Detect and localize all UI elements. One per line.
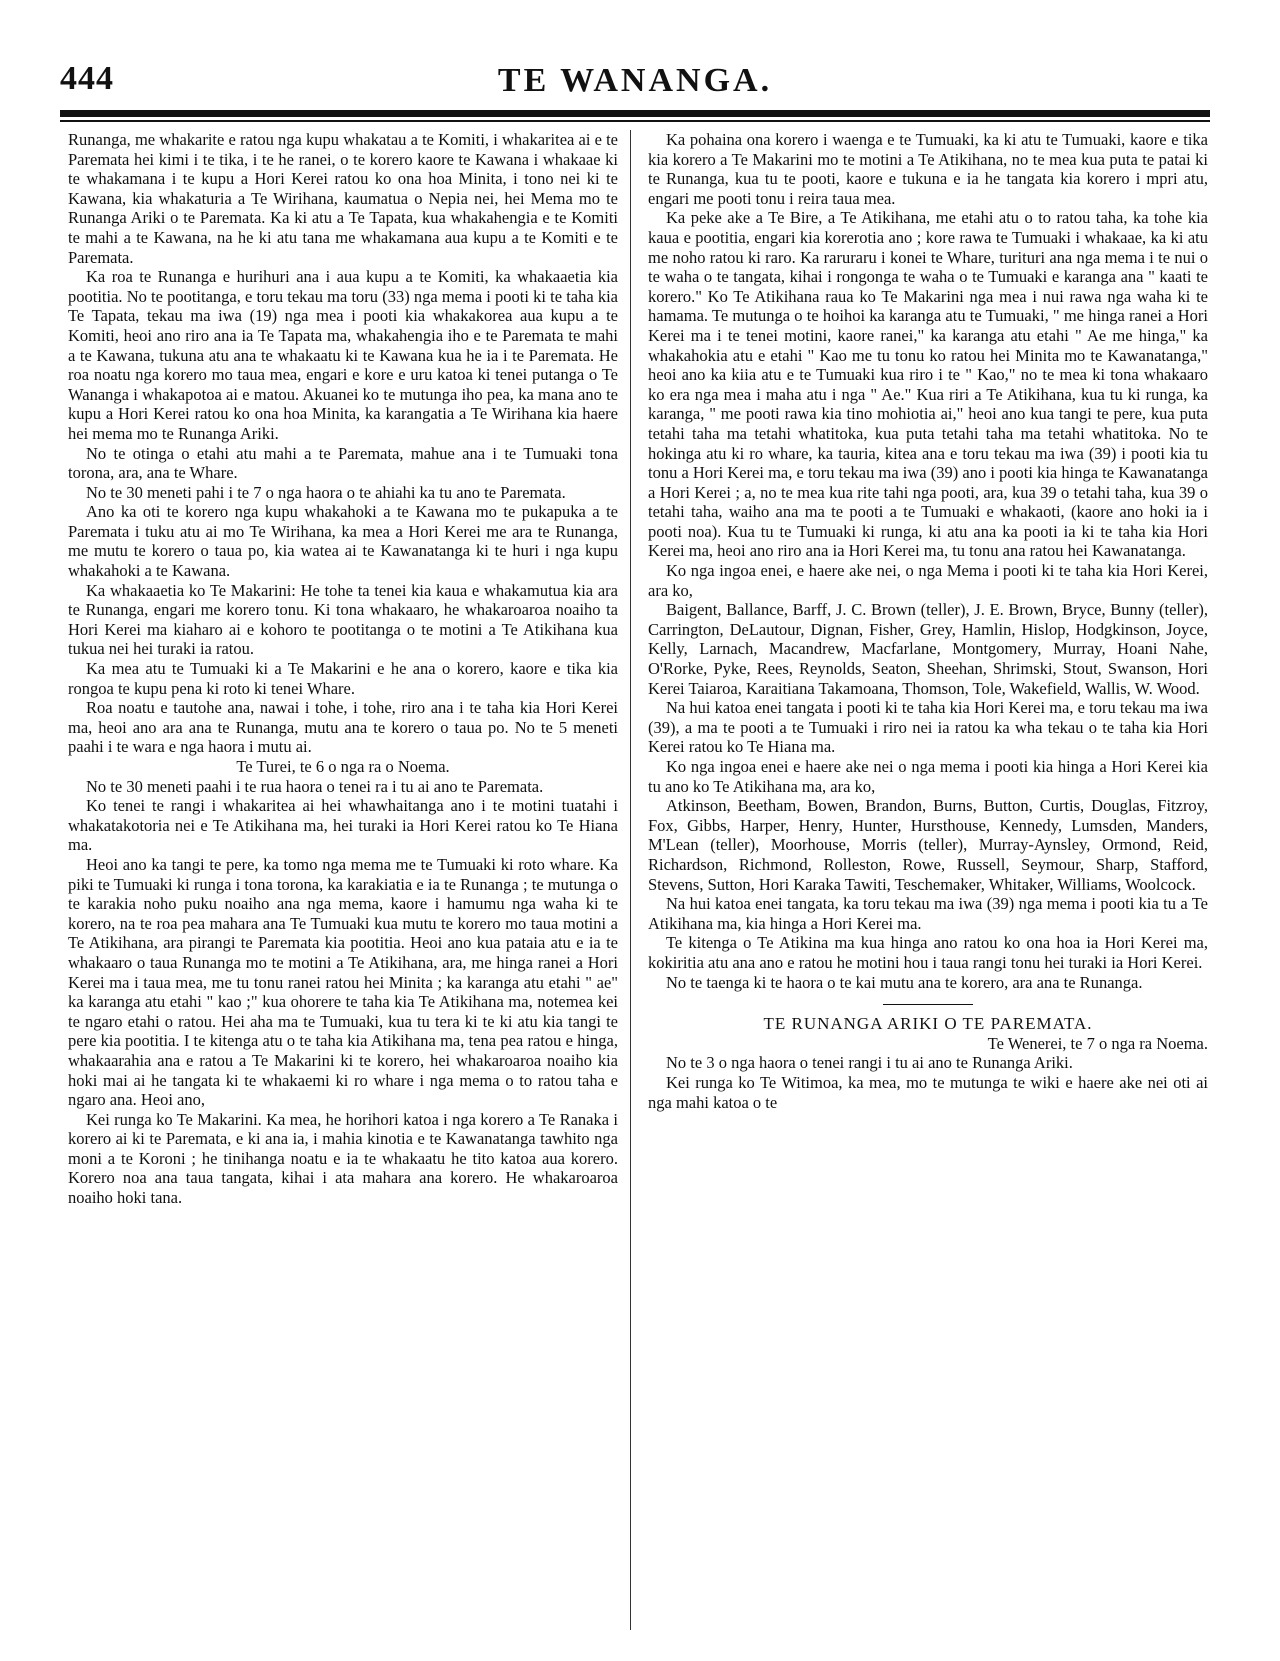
paragraph: No te 30 meneti pahi i te 7 o nga haora o te ahiahi ka tu ano te Paremata.	[86, 482, 566, 502]
section-dateline: Te Wenerei, te 7 o nga ra Noema.	[987, 1033, 1208, 1053]
names-list-noes: Atkinson, Beetham, Bowen, Brandon, Burns, Button, Curtis, Douglas, Fitzroy, Fox, Gibbs, Harper, Henry, Hunter, Hursthouse, Kennedy, Lumsden, Manders, M'Lean (teller), Moorhouse, Morris (teller), Murray-Aynsley, Ormond, Reid, Richardson, Richmond, Rolleston, Rowe, Russell, Seymour, Sharp, Stafford, Stevens, Sutton, Hori Karaka Tawiti, Teschemaker, Whitaker, Williams, Woolcock.	[648, 796, 1208, 894]
paragraph: Ka pohaina ona korero i waenga e te Tumuaki, ka ki atu te Tumuaki, kaore e tika kia korero a Te Makarini mo te motini a Te Atikihana, no te mea kua puta te patai ki te Runanga, kua tu te pooti, kaore e tukuna e ia he tangata kia korero i mpri atu, engari me pooti tonu i reira taua mea.	[648, 130, 1208, 208]
paragraph: Ka peke ake a Te Bire, a Te Atikihana, me etahi atu o to ratou taha, ka tohe kia kaua e pootitia, engari kia korerotia ano ; kore rawa te Tumuaki i whakaae, ka ki atu me noho ratou ki raro. Ka raruraru i konei te Whare, turituri ana nga mema i te nui o te waha o te tangata, kihai i rongonga te waha o te Tumuaki e karanga ana " kaati te korero." Ko Te Atikihana raua ko Te Makarini nga mea i nui rawa nga waha ki te hamama. Te mutunga o te hoihoi ka karanga atu te Tumuaki, " me hinga ranei a Hori Kerei ma i te tenei motini, kaore ranei," ka karanga atu etahi " Ae me hinga," ka whakahokia atu e etahi " Kao me tu tonu ko ratou hei Minita mo te Kawanatanga," heoi ano ka kiia atu e te Tumuaki kua riro i te " Kao," no te mea ki tona whakaaro ko era nga mea i maha atu i nga " Ae." Kua riri a Te Atikihana, kua tu ki runga, ka karanga, " me pooti rawa kia tino mohiotia ai," heoi ano kua tangi te pere, kua puta tetahi taha ma tetahi whatitoka, kua puta tetahi taha ma tetahi whatitoka. No te hokinga atu ki ro whare, ka tauria, kitea ana e toru tekau ma iwa (39) i pooti kia tu tonu a Hori Kerei ma, e toru tekau ma iwa (39) ano i pooti kia hinga te Kawanatanga a Hori Kerei ; a, no te mea kua rite tahi nga pooti, ara, kua 39 o tetahi taha, kua 39 o tetahi taha, waiho ana ma te pooti a te Tumuaki e whakaoti, (kaore ano hoki ia i pooti noa). Kua tu te Tumuaki ki runga, ki atu ana ka pooti ia ki te taha kia Hori Kerei ma, heoi ano riro ana ia Hori Kerei ma, tu tonu ana ratou hei Kawanatanga.	[648, 208, 1208, 561]
masthead-rule-thin	[60, 120, 1210, 122]
paragraph: Ka whakaaetia ko Te Makarini: He tohe ta tenei kia kaua e whakamutua kia ara te Runanga, engari me korero tonu. Ki tona whakaaro, he whakaroaroa noaiho ta Hori Kerei ma kiaharo ai e kohoro te pootitanga o te motini a Te Atikihana kua tukua nei hei turaki ia ratou.	[68, 580, 618, 659]
paragraph: Na hui katoa enei tangata, ka toru tekau ma iwa (39) nga mema i pooti kia tu a Te Atikihana ma, kia hinga a Hori Kerei ma.	[648, 894, 1208, 933]
page-number: 444	[60, 60, 114, 97]
paragraph: Kei runga ko Te Witimoa, ka mea, mo te mutunga te wiki e haere ake nei oti ai nga mahi katoa o te	[648, 1072, 1208, 1112]
paragraph: Runanga, me whakarite e ratou nga kupu whakatau a te Komiti, i whakaritea ai e te Paremata hei kimi i te tika, i te he ranei, o te korero kaore te Kawana i whakaae ki te whakamana i te kupu a Hori Kerei ratou ko ona hoa Minita, i tono nei ki te Kawana, kia whakaturia a Te Wirihana, kaumatua o Nepia nei, hei Mema mo te Runanga Ariki o te Paremata. Ka ki atu a Te Tapata, kua whakahengia e te Komiti te mahi a te Kawana, na he ki atu tana me whakamana aua kupu a te Komiti e te Paremata.	[68, 130, 618, 267]
masthead	[60, 58, 1210, 106]
paragraph: Kei runga ko Te Makarini. Ka mea, he horihori katoa i nga korero a Te Ranaka i korero ai ki te Paremata, e ki ana ia, i mahia kinotia e te Kawanatanga tawhito nga moni a te Koroni ; he tinihanga noatu e ia te whakaatu he tito katoa aua korero. Korero noa ana taua tangata, kihai i ata mahara ana korero. He whakaroaroa noaiho hoki tana.	[68, 1109, 618, 1208]
paragraph: Ko nga ingoa enei e haere ake nei o nga mema i pooti kia hinga a Hori Kerei kia tu ano ko Te Atikihana ma, ara ko,	[648, 757, 1208, 796]
newspaper-title: TE WANANGA.	[497, 62, 773, 99]
paragraph: Ko tenei te rangi i whakaritea ai hei whawhaitanga ano i te motini tuatahi i whakatakotoria nei e Te Atikihana ma, hei turaki ia Hori Kerei ratou ko Te Hiana ma.	[68, 796, 618, 855]
paragraph: No te 30 meneti paahi i te rua haora o tenei ra i tu ai ano te Paremata.	[86, 776, 544, 796]
paragraph: Ano ka oti te korero nga kupu whakahoki a te Kawana mo te pukapuka a te Paremata i tuku atu ai mo Te Wirihana, ka mea a Hori Kerei me ara te Runanga, me mutu te korero o taua po, kia watea ai te Kawanatanga ki te huri i nga kupu whakahoki a te Kawana.	[68, 502, 618, 581]
paragraph: Ko nga ingoa enei, e haere ake nei, o nga Mema i pooti ki te taha kia Hori Kerei, ara ko,	[648, 561, 1208, 600]
paragraph: No te taenga ki te haora o te kai mutu ana te korero, ara ana te Runanga.	[666, 972, 1143, 992]
dateline: Te Turei, te 6 o nga ra o Noema.	[236, 757, 450, 776]
right-column	[648, 130, 1208, 1630]
names-list-ayes: Baigent, Ballance, Barff, J. C. Brown (teller), J. E. Brown, Bryce, Bunny (teller), Carrington, DeLautour, Dignan, Fisher, Grey, Hamlin, Hislop, Hodgkinson, Joyce, Kelly, Larnach, Macandrew, Macfarlane, Montgomery, Murray, Hoani Nahe, O'Rorke, Pyke, Rees, Reynolds, Seaton, Sheehan, Shrimski, Stout, Swanson, Hori Kerei Taiaroa, Karaitiana Takamoana, Thomson, Tole, Wakefield, Wallis, W. Wood.	[648, 600, 1208, 698]
paragraph: No te 3 o nga haora o tenei rangi i tu ai ano te Runanga Ariki.	[666, 1053, 1073, 1073]
paragraph: Na hui katoa enei tangata i pooti ki te taha kia Hori Kerei ma, e toru tekau ma iwa (39), a ma te pooti a te Tumuaki i riro nei ia ratou ka wha tekau o te taha kia Hori Kerei ratou ko Te Hiana ma.	[648, 698, 1208, 757]
paragraph: Ka mea atu te Tumuaki ki a Te Makarini e he ana o korero, kaore e tika kia rongoa te kupu pena ki roto ki tenei Whare.	[68, 659, 618, 698]
paragraph: Heoi ano ka tangi te pere, ka tomo nga mema me te Tumuaki ki roto whare. Ka piki te Tumuaki ki runga i tona torona, ka karakiatia e ia te Runanga ; te mutunga o te karakia noho puku noaiho ana nga mema, kaore i hamumu nga waha ki te korero, na te roa pea mahara ana Te Tumuaki kua mutu te korero mo taua motini a Te Atikihana, ara pirangi te Paremata kia pootitia. Heoi ano kua pataia atu e ia te whakaaro o taua Runanga mo te motini a Te Atikihana, ara, me hinga ranei a Hori Kerei ma i taua mea, me tu tonu ranei ratou hei Minita ; ka karanga atu etahi " ae" ka karanga atu etahi " kao ;" kua ohorere te taha kia Te Atikihana ma, notemea kei te ngaro etahi o ratou. Hei aha ma te Tumuaki, kua tu tera ki te ki atu kia tangi te pere kia pootitia. I te kitenga atu o te taha kia Atikihana ma, tena pea ratou e hinga, whakaarahia ana e ratou a Te Makarini ki te korero, hei whakaroaroa noaiho kia hoki mai ai he tangata ki te whakaemi ki ro whare i nga mema o to ratou taha e ngaro ana. Heoi ano,	[68, 854, 618, 1110]
masthead-rule	[60, 110, 1210, 117]
paragraph: Te kitenga o Te Atikina ma kua hinga ano ratou ko ona hoa ia Hori Kerei ma, kokiritia atu ana ano e ratou he motini hou i taua rangi tonu hei turaki ia Hori Kerei.	[648, 933, 1208, 972]
left-column	[68, 130, 618, 1630]
paragraph: Ka roa te Runanga e hurihuri ana i aua kupu a te Komiti, ka whakaaetia kia pootitia. No te pootitanga, e toru tekau ma toru (33) nga mema i pooti ki te taha kia Te Tapata, tekau ma iwa (19) nga mea i pooti kia whakakorea aua kupu a te Komiti, heoi ano riro ana ia Te Tapata ma, whakahengia iho e te Paremata te mahi a te Kawana, tukuna atu ana te whakaatu ki te Kawana kua he ia i te Paremata. He roa noatu nga korero mo taua mea, engari e kore e uru katoa ki tenei putanga o Te Wananga i whakapotoa ai e matou. Akuanei ko te mutunga iho pea, ka mana ano te kupu a Hori Kerei ratou ko ona hoa Minita, ka karangatia a Te Wirihana kia haere hei mema mo te Runanga Ariki.	[68, 267, 618, 443]
column-divider	[630, 130, 631, 1630]
paragraph: Roa noatu e tautohe ana, nawai i tohe, i tohe, riro ana i te taha kia Hori Kerei ma, heoi ano ara ana te Runanga, mutu ana te korero o taua po. No te 5 meneti paahi i te wara e nga haora i mutu ai.	[68, 698, 618, 757]
section-heading: TE RUNANGA ARIKI O TE PAREMATA.	[648, 1004, 1208, 1034]
paragraph: No te otinga o etahi atu mahi a te Paremata, mahue ana i te Tumuaki tona torona, ara, ana te Whare.	[68, 443, 618, 483]
